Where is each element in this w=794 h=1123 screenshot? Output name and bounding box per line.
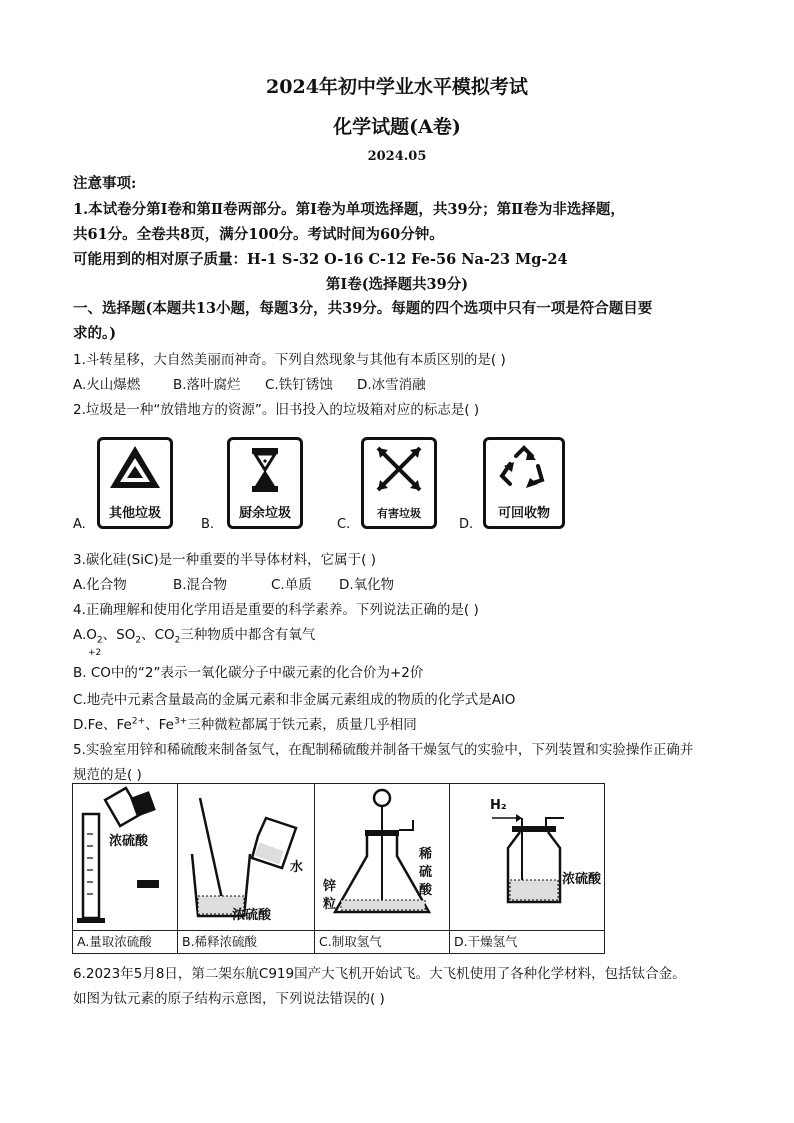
q5-c-acid-label: 稀硫酸 <box>419 847 433 898</box>
q3-options <box>73 573 394 593</box>
q5-d-h2-label: H₂ <box>490 798 507 813</box>
q3-stem: 3.碳化硅(SiC)是一种重要的半导体材料，它属于( ) <box>73 552 376 568</box>
q1-option-d: D.冰雪消融 <box>357 377 426 393</box>
q2-sign-d-letter: D. <box>459 517 474 532</box>
q2-sign-b-caption: 厨余垃圾 <box>238 506 291 521</box>
q4-b-prefix: B. <box>73 665 91 681</box>
q4-a-sub-3: 2 <box>174 635 181 646</box>
q5-cell-b <box>178 784 315 954</box>
q2-sign-c-caption: 有害垃圾 <box>377 507 421 520</box>
drying-bottle-icon <box>450 784 604 930</box>
q2-sign-a-caption: 其他垃圾 <box>108 506 161 521</box>
notes-line-1: 1.本试卷分第Ⅰ卷和第Ⅱ卷两部分。第Ⅰ卷为单项选择题，共39分；第Ⅱ卷为非选择题， <box>73 201 625 218</box>
q1-option-b: B.落叶腐烂 <box>173 377 241 393</box>
q1-options <box>73 373 426 393</box>
recycle-icon <box>486 440 562 500</box>
recyclable-sign <box>483 437 565 529</box>
q2-sign-c-letter: C. <box>337 517 351 532</box>
q5-caption-a: A.量取浓硫酸 <box>73 930 177 953</box>
q5-c-zinc-label: 锌粒 <box>323 879 337 912</box>
q5-apparatus-table <box>72 783 605 954</box>
q5-d-acid-label: 浓硫酸 <box>562 872 602 887</box>
q4-option-c: C.地壳中元素含量最高的金属元素和非金属元素组成的物质的化学式是AlO <box>73 692 516 708</box>
q1-stem: 1.斗转星移，大自然美丽而神奇。下列自然现象与其他有本质区别的是( ) <box>73 352 506 368</box>
q4-a-sub-2: 2 <box>135 635 142 646</box>
q5-cell-d <box>450 784 605 954</box>
q4-d-text-2: 、Fe <box>145 717 174 733</box>
graduated-cylinder-icon <box>73 784 177 930</box>
q4-option-a <box>73 623 315 646</box>
other-waste-sign <box>97 437 173 529</box>
q4-a-text-1: A.O <box>73 627 97 643</box>
exam-subtitle: 化学试题(A卷) <box>333 116 461 138</box>
q3-option-b: B.混合物 <box>173 577 228 593</box>
q4-a-text-3: 、CO <box>141 627 175 643</box>
q2-stem: 2.垃圾是一种“放错地方的资源”。旧书投入的垃圾箱对应的标志是( ) <box>73 402 480 418</box>
q5-cell-a <box>73 784 178 954</box>
hazardous-waste-icon <box>364 440 434 500</box>
q4-b-formula: CO <box>90 665 111 681</box>
q6-stem-1: 6.2023年5月8日，第二架东航C919国产大飞机开始试飞。大飞机使用了各种化学材料，包括钛合金。 <box>73 966 686 982</box>
q5-stem-2: 规范的是( ) <box>73 767 142 783</box>
q2-sign-a-letter: A. <box>73 517 86 532</box>
q4-a-sub-1: 2 <box>96 635 103 646</box>
exam-title: 2024年初中学业水平模拟考试 <box>266 76 528 98</box>
q1-option-a: A.火山爆燃 <box>73 377 141 393</box>
q6-stem-2: 如图为钛元素的原子结构示意图，下列说法错误的( ) <box>73 991 385 1007</box>
atomic-mass-line: 可能用到的相对原子质量：H-1 S-32 O-16 C-12 Fe-56 Na-23 Mg-24 <box>73 251 568 268</box>
q4-option-d <box>73 713 417 733</box>
q3-option-d: D.氧化物 <box>339 577 395 593</box>
q5-a-acid-label: 浓硫酸 <box>109 834 149 849</box>
section-instruction-1: 一、选择题(本题共13小题，每题3分，共39分。每题的四个选项中只有一项是符合题目要 <box>73 300 653 317</box>
q5-cell-c <box>315 784 450 954</box>
notes-line-2: 共61分。全卷共8页，满分100分。考试时间为60分钟。 <box>73 226 444 243</box>
notes-heading: 注意事项: <box>73 175 137 192</box>
q5-stem-1: 5.实验室用锌和稀硫酸来制备氢气，在配制稀硫酸并制备干燥氢气的实验中，下列装置和实验操作正确并 <box>73 742 694 758</box>
q2-sign-d-caption: 可回收物 <box>497 506 550 521</box>
q4-d-text-3: 三种微粒都属于铁元素，质量几乎相同 <box>187 717 417 733</box>
q5-caption-c: C.制取氢气 <box>315 930 449 953</box>
part-heading: 第Ⅰ卷(选择题共39分) <box>325 276 469 293</box>
q5-caption-b: B.稀释浓硫酸 <box>178 930 314 953</box>
q4-d-sup-2: 3+ <box>173 716 188 727</box>
kitchen-waste-icon <box>230 440 300 500</box>
q4-stem: 4.正确理解和使用化学用语是重要的科学素养。下列说法正确的是( ) <box>73 602 479 618</box>
other-waste-icon <box>100 440 170 500</box>
q5-b-water-label: 水 <box>290 860 304 875</box>
q4-b-text: 中的“2”表示一氧化碳分子中碳元素的化合价为+2价 <box>110 665 424 681</box>
q1-option-c: C.铁钉锈蚀 <box>265 377 333 393</box>
hazardous-waste-sign <box>361 437 437 529</box>
q4-a-text-2: 、SO <box>102 627 136 643</box>
exam-date: 2024.05 <box>367 149 427 164</box>
kitchen-waste-sign <box>227 437 303 529</box>
q2-sign-b-letter: B. <box>201 517 215 532</box>
q3-option-c: C.单质 <box>271 577 312 593</box>
q4-d-text-1: D.Fe、Fe <box>73 717 132 733</box>
q5-caption-d: D.干燥氢气 <box>450 930 604 953</box>
q4-d-sup-1: 2+ <box>131 716 146 727</box>
q3-option-a: A.化合物 <box>73 577 127 593</box>
q2-sign-row <box>73 437 713 537</box>
section-instruction-2: 求的。) <box>73 325 117 342</box>
q4-a-text-4: 三种物质中都含有氧气 <box>180 627 316 643</box>
q4-option-b <box>73 661 423 681</box>
q4-b-valence: +2 <box>88 648 102 658</box>
q5-b-acid-label: 浓硫酸 <box>232 908 272 923</box>
